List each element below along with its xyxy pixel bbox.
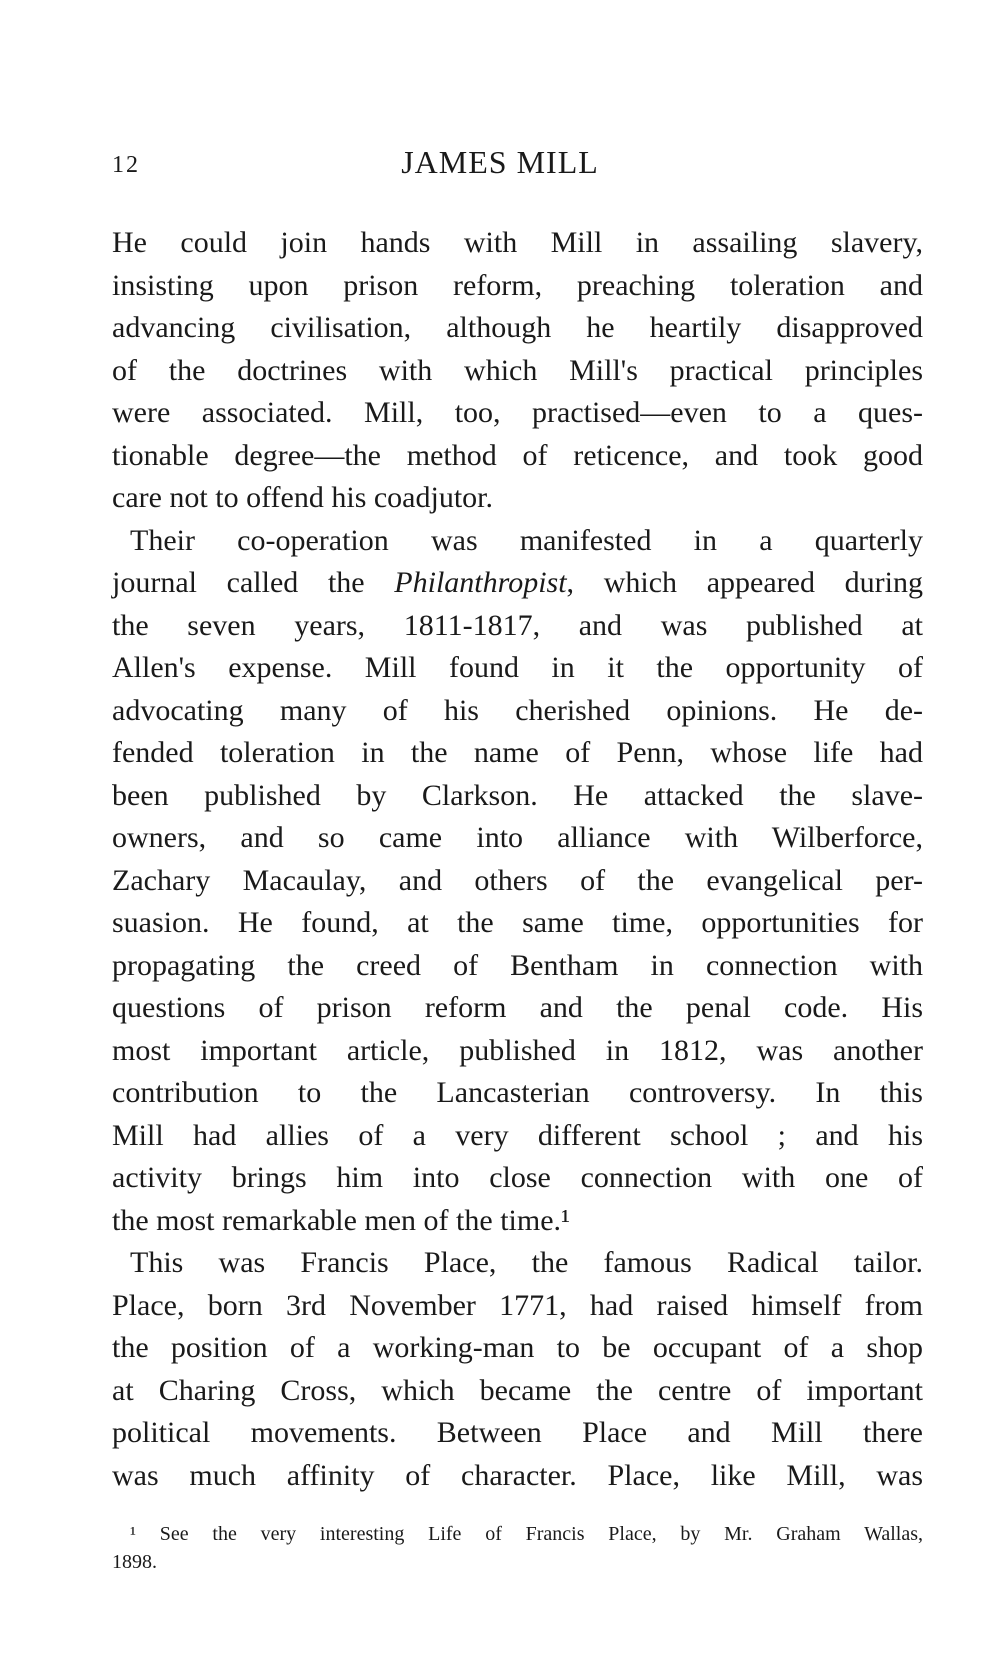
text-line: were associated. Mill, too, practised—even to a ques- — [112, 396, 923, 429]
text-line: advocating many of his cherished opinions. He de- — [112, 693, 923, 727]
text-line: owners, and so came into alliance with Wilberforce, — [112, 821, 923, 854]
text-line: at Charing Cross, which became the centre of important — [112, 1373, 923, 1407]
text-line: fended toleration in the name of Penn, whose life had — [112, 736, 923, 769]
text-line: journal called the Philanthropist, which appeared during — [112, 566, 923, 599]
text-line: suasion. He found, at the same time, opportunities for — [112, 906, 923, 939]
text-line: political movements. Between Place and Mill there — [112, 1416, 923, 1449]
text-line: care not to offend his coadjutor. — [112, 481, 494, 514]
running-title: JAMES MILL — [401, 144, 599, 180]
text-line: tionable degree—the method of reticence, and took good — [112, 438, 923, 472]
text-line: Zachary Macaulay, and others of the evangelical per- — [112, 863, 923, 897]
text-line: been published by Clarkson. He attacked the slave- — [112, 778, 923, 812]
text-line: contribution to the Lancasterian controversy. In this — [112, 1076, 923, 1109]
text-line: activity brings him into close connection with one of — [112, 1161, 923, 1194]
text-line: the seven years, 1811-1817, and was published at — [112, 608, 923, 642]
body-text — [112, 222, 923, 1497]
text-line: the position of a working-man to be occupant of a shop — [112, 1331, 923, 1364]
text-line: Allen's expense. Mill found in it the opportunity of — [112, 651, 923, 684]
text-line: questions of prison reform and the penal code. His — [112, 991, 923, 1024]
text-line: most important article, published in 1812, was another — [112, 1033, 923, 1067]
text-line: advancing civilisation, although he heartily disapproved — [112, 311, 923, 344]
text-line: propagating the creed of Bentham in connection with — [112, 948, 923, 982]
footnote — [112, 1520, 923, 1576]
footnote-line: ¹ See the very interesting Life of Francis Place, by Mr. Graham Wallas, — [130, 1523, 923, 1545]
text-line: Mill had allies of a very different school ; and his — [112, 1118, 923, 1152]
page-number: 12 — [112, 152, 140, 178]
text-line: the most remarkable men of the time.¹ — [112, 1203, 571, 1237]
text-line: insisting upon prison reform, preaching toleration and — [112, 268, 923, 302]
text-line: He could join hands with Mill in assailing slavery, — [112, 226, 923, 259]
footnote-line: 1898. — [112, 1551, 157, 1573]
text-line: was much affinity of character. Place, like Mill, was — [112, 1458, 923, 1492]
text-line: Place, born 3rd November 1771, had raised himself from — [112, 1288, 923, 1322]
text-line: This was Francis Place, the famous Radical tailor. — [130, 1246, 923, 1279]
text-line: Their co-operation was manifested in a quarterly — [130, 523, 923, 557]
text-line: of the doctrines with which Mill's practical principles — [112, 353, 923, 387]
